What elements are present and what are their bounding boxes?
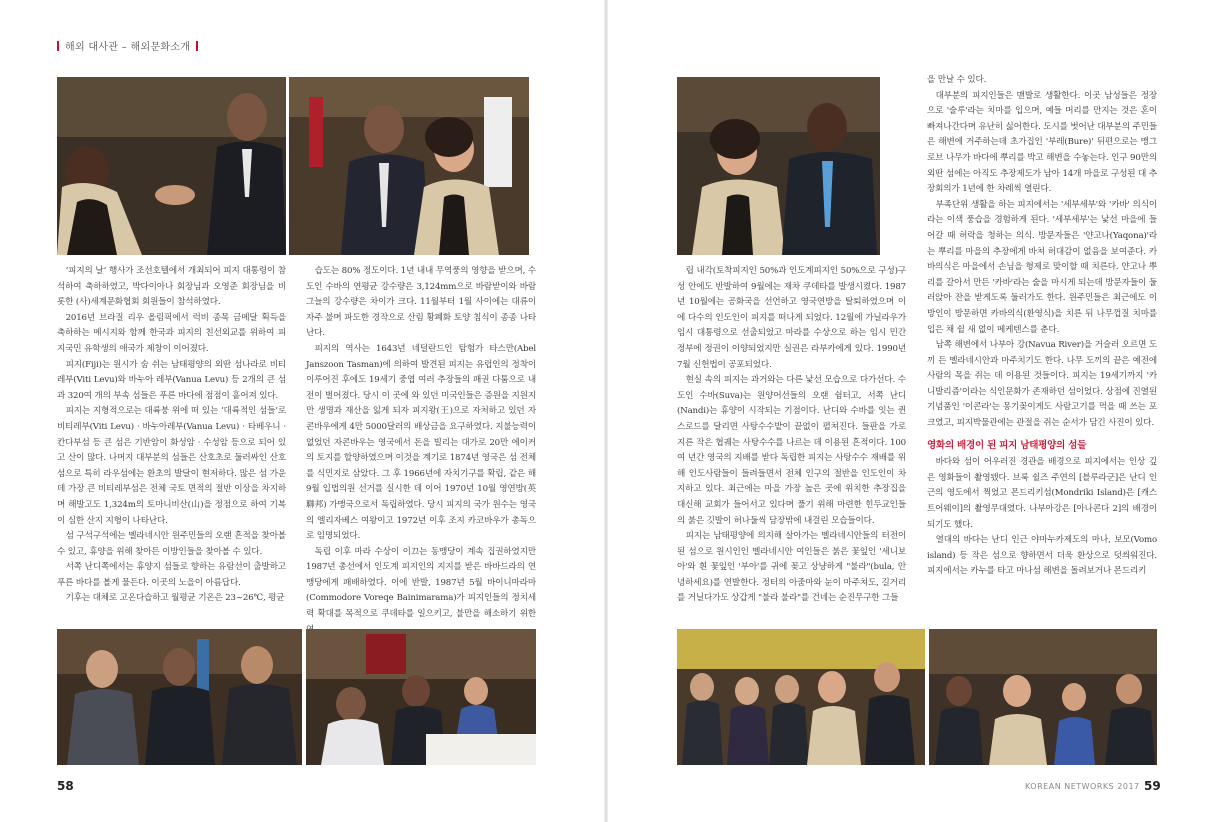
left-page [0, 0, 606, 822]
column-4 [927, 73, 1157, 580]
photo-guest-portrait [677, 77, 880, 255]
paragraph: 기후는 대체로 고온다습하고 월평균 기온은 23~26℃, 평균 [65, 593, 285, 604]
column-2 [306, 264, 536, 638]
paragraph: 피지의 역사는 1643년 네덜란드인 탐험가 타스만(Abel Janszoon Tasman)에 의하여 발견된 피지는 유럽인의 정착이 이루어진 후에도 19세기 중엽 여러 추장들의 패권 다툼으로 내전이 벌어졌다. 당시 이 곳에 와 있던 미국인들은 증원을 지원지만 생명과 재산을 잃게 되자 피지왕(王)으로 자처하고 있던 자콘바우에게 4만 5000달러의 배상금을 요구하였다. 지불능력이 없었던 자콘바우는 영국에서 돈을 빌리는 대가로 20만 에이커의 토지를 할양하였으며 이것을 계기로 1874년 영국은 섬 전체를 식민지로 삼았다. 그 후 1966년에 자치기구를 확립, 같은 해 9월 입법의원 선거를 실시한 데 이어 1970년 10월 영연방(英聯邦) 가맹국으로서 독립하였다. 당시 피지의 국가 원수는 영국의 엘리자베스 여왕이고 1972년 이후 조지 카코바우가 총독으로 임명되었다. [306, 343, 536, 542]
paragraph: 섬 구석구석에는 멜라네시안 원주민들의 오랜 흔적을 찾아볼 수 있고, 휴양을 위해 찾아든 이방인들을 찾아볼 수 있다. [57, 531, 286, 557]
right-page [607, 0, 1213, 822]
paragraph: 2016년 브라질 리우 올림픽에서 럭비 종목 금메달 획득을 축하하는 메시지와 함께 한국과 피지의 친선외교를 위하여 피지국민 유학생의 애국가 제창이 이어졌다. [57, 312, 286, 354]
paragraph: 을 만날 수 있다. [927, 75, 987, 85]
photo-dinner-table [306, 629, 536, 765]
page-number-left: 58 [57, 779, 74, 793]
paragraph: ‘피지의 날’ 행사가 조선호텔에서 개최되어 피지 대통령이 참석하여 축하하였고, 박다이아나 회장님과 오영준 회장님을 비롯한 (사)세계문화협회 회원들이 참석하였다. [57, 266, 286, 308]
photo-handshake [57, 77, 286, 255]
paragraph: 부족단위 생활을 하는 피지에서는 '세부세부'와 '카바' 의식이라는 이색 풍습을 경험하게 된다. '세부세부'는 낯선 마을에 들어갈 때 허락을 청하는 의식. 방문자들은 '얀고나(Yaqona)'라는 뿌리를 마을의 추장에게 바쳐 허대감이 없음을 보여준다. 카바의식은 마을에서 손님을 형제로 맞이할 때 치른다. 얀고나 뿌리를 갈아서 만든 '카바'라는 술을 마시게 되는데 방문자들이 둘러앉아 잔을 받게도록 둘러가도 한다. 원주민들은 최근에도 이방인이 방문하면 카바의식(환영식)을 치른 뒤 나무껍질 치마를 입은 채 쉴 새 없이 메케텐스를 춘다. [927, 199, 1157, 335]
paragraph: 열대의 바다는 난디 인근 야마누카제도의 마나, 보모(Vomo island) 등 작은 섬으로 향하면서 더욱 환상으로 덧씌워진다. 피지에서는 카누를 타고 마나섬 해변을 돌려보거나 몬드리키 [927, 535, 1157, 577]
paragraph: 립 내각(토착피지인 50%과 인도계피지인 50%으로 구성)구성 안에도 반발하여 9월에는 재차 쿠데타를 발생시켰다. 1987년 10월에는 공화국을 선언하고 영국연방을 탈퇴하였으며 이에 다수의 인도인이 피지를 떠나게 되었다. 12월에 가닐라우가 임시 대통령으로 선출되었고 마라를 수상으로 하는 임시 민간정부에 정권이 이양되었지만 실권은 라부카에게 있다. 1990년 7월 신헌법이 공포되었다. [677, 266, 906, 370]
photo-four-guests [929, 629, 1157, 765]
paragraph: 피지(Fiji)는 원시가 숨 쉬는 남태평양의 외딴 섬나라로 비티레부(Viti Levu)와 바누아 레부(Vanua Levu) 등 2개의 큰 섬과 320여 개의 부속 섬들은 푸른 바다에 점점이 흩어져 있다. [57, 359, 286, 401]
header-bar-right [196, 41, 198, 51]
photo-three-men [57, 629, 302, 765]
section-title: 해외 대사관 – 해외문화소개 [65, 42, 191, 53]
column-3 [677, 264, 906, 607]
section-header [57, 38, 198, 53]
paragraph: 피지는 지형적으로는 대륙붕 위에 떠 있는 ‘대륙적인 섬들’로 비티레부(Viti Levu) · 바누아레부(Vanua Levu) · 타베우니 · 칸다부섬 등 큰 섬은 기반암이 화성암 · 수성암 등으로 되어 있고 산이 많다. 나머지 대부분의 섬들은 산호초로 둘러싸인 산호섬으로 특히 라우섬에는 환초의 발달이 현저하다. 많은 섬 가운데 가장 큰 비티레부섬은 전체 국토 면적의 절반 이상을 차지하며 해발고도 1,324m의 토마니비산(山)을 정점으로 하여 기복이 심한 산지 지형이 나타난다. [57, 406, 286, 526]
paragraph: 대부분의 피지인들은 맨발로 생활한다. 이곳 남성들은 정장으로 '술루'라는 치마를 입으며, 예들 머리를 만지는 것은 혼이 빠져나간다며 유난히 싫어한다. 도시를 벗어난 대부분의 주민들은 해변에 거주하는데 초가집인 '부레(Bure)' 뒤편으로는 맹그로브 나무가 바다에 뿌리를 박고 해변을 수놓는다. 인구 90만의 외딴 섬에는 아직도 추장제도가 남아 14개 마을로 구성된 대 추장회의가 1년에 한 차례씩 열린다. [927, 90, 1158, 195]
paragraph: 남쪽 해변에서 나부아 강(Navua River)을 거슬러 오르면 도끼 든 멜라네시안과 마주치기도 한다. 나무 도끼의 끝은 예전에 사람의 목을 쥐는 데 이용된 것들이다. 피지는 19세기까지 '카니발리즘'이라는 식인문화가 존재하던 섬이었다. 상점에 진열된 기념품인 '이콘라'는 몽기꽂이게도 사람고기를 먹을 때 쓰는 포크였고, 피지박물관에는 관절을 쥐는 순서가 담긴 사진이 있다. [927, 340, 1157, 429]
paragraph: 서쪽 난디쪽에서는 휴양지 섬들로 향하는 유람선이 출발하고 푸른 바다를 볼게 물든다. 이곳의 노을이 아름답다. [57, 562, 286, 588]
paragraph: 독립 이후 마라 수상이 이끄는 동맹당이 계속 집권하였지만 1987년 총선에서 인도계 피지인의 지지를 받은 바바드라의 연맹당에게 패배하였다. 이에 반발, 1987년 5월 바이니마라마(Commodore Voreqe Bainimarama)가 피지인들의 정치세력 확대를 목적으로 쿠데타를 일으키고, 불만을 해소하기 위한 [306, 546, 536, 620]
photo-two-guests [289, 77, 529, 255]
paragraph: 습도는 80% 정도이다. 1년 내내 무역풍의 영향을 받으며, 수도인 수바의 연평균 강수량은 3,124mm으로 바람받이와 바람그늘의 강수량은 차이가 크다. 11월부터 1월 사이에는 대류이 자주 불며 파도한 경작으로 산림 황폐화 토양 침식이 종종 나타난다. [306, 266, 536, 339]
column-1 [57, 264, 286, 607]
page-number-right: 59 [1144, 779, 1161, 793]
header-bar-left [57, 41, 59, 51]
magazine-name: KOREAN NETWORKS 2017 [1025, 782, 1140, 791]
paragraph: 현실 속의 피지는 과거와는 다른 낯선 모습으로 다가선다. 수도인 수바(Suva)는 원양어선들의 오랜 쉼터고, 서쪽 난디(Nandi)는 휴양이 시작되는 기점이다. 난디와 수바를 잇는 퀸스로드를 달리면 사탕수수밭이 끝없이 펼쳐진다. 들판을 가로지른 작은 협궤는 사탕수수를 나르는 데 이용된 흔적이다. 100여 년간 영국의 지배를 받다 독립한 피지는 사탕수수 재배를 위해 인도사람들이 들려들면서 전체 인구의 절반을 인도인이 차지하고 있다. 최근에는 마을 가장 높은 곳에 위치한 추장집을 대신해 교회가 들어서고 있다며 풀기 위해 마련한 힌두교인들의 붉은 깃발이 허나둘씩 담장밖에 내걸린 모습들이다. [677, 375, 906, 526]
subheading: 영화의 배경이 된 피지 남태평양의 섬들 [927, 439, 1087, 451]
photo-group [677, 629, 925, 765]
paragraph: 바다와 섬이 어우러진 경관을 배경으로 피지에서는 인상 깊은 영화들이 촬영됐다. 브룩 쉴즈 주연의 [블루라군]은 난디 인근의 영도에서 찍었고 몬드리키섬(Mondriki Island)은 [캐스트어웨이]의 촬영무대였다. 나부아강은 [아나콘다 2]의 배경이 되기도 했다. [927, 457, 1157, 530]
paragraph: 피지는 남태평양에 의지해 살아가는 멜라네시안들의 터전이된 섬으로 원시인인 멜라네시안 여인들은 붉은 꽃잎인 '세니보아'와 흰 꽃잎인 '부아'를 귀에 꽂고 상냥하게 "불라"(bula, 안녕하세요)를 연발한다. 정터의 아줌마와 눈이 마주쳐도, 길거리를 거닐다가도 상갑게 "불라 불라"를 건네는 순진무구한 그들 [677, 531, 906, 604]
